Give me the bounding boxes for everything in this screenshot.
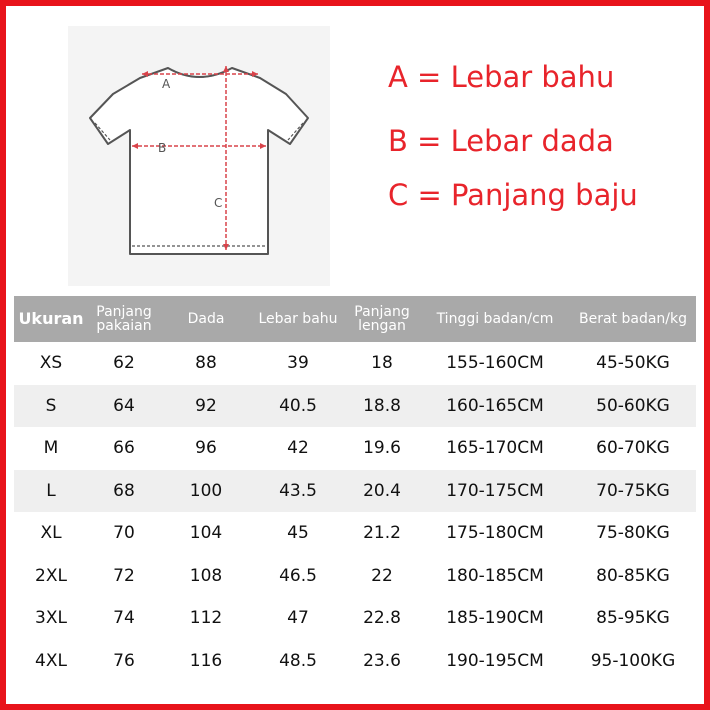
tshirt-outline xyxy=(90,68,308,254)
cell-length: 66 xyxy=(113,438,135,459)
cell-size: 3XL xyxy=(35,608,67,629)
cell-chest: 92 xyxy=(195,395,217,416)
cell-size: XL xyxy=(40,523,62,544)
cell-sleeve: 19.6 xyxy=(363,438,401,459)
header-shoulder: Lebar bahu xyxy=(258,311,338,327)
cell-height: 165-170CM xyxy=(446,438,544,459)
label-a: A xyxy=(162,77,171,91)
cell-weight: 85-95KG xyxy=(596,608,670,629)
size-chart-table xyxy=(14,296,696,682)
cell-shoulder: 46.5 xyxy=(279,565,317,586)
cell-sleeve: 23.6 xyxy=(363,650,401,671)
header-length: Panjang pakaian xyxy=(96,304,152,334)
legend-c: C = Panjang baju xyxy=(388,178,638,212)
header-chest: Dada xyxy=(187,311,225,327)
cell-chest: 108 xyxy=(189,565,223,586)
cell-shoulder: 42 xyxy=(287,438,309,459)
table-row xyxy=(14,597,696,640)
cell-chest: 88 xyxy=(195,353,217,374)
cell-size: M xyxy=(43,438,59,459)
cell-weight: 80-85KG xyxy=(596,565,670,586)
cell-weight: 75-80KG xyxy=(596,523,670,544)
cell-chest: 112 xyxy=(189,608,223,629)
cell-chest: 104 xyxy=(189,523,223,544)
cell-shoulder: 47 xyxy=(287,608,309,629)
table-row xyxy=(14,512,696,555)
cell-shoulder: 40.5 xyxy=(279,395,317,416)
cell-sleeve: 21.2 xyxy=(363,523,401,544)
cell-length: 64 xyxy=(113,395,135,416)
cell-size: XS xyxy=(39,353,63,374)
tshirt-illustration xyxy=(68,26,330,286)
table-row xyxy=(14,470,696,513)
cell-height: 185-190CM xyxy=(446,608,544,629)
cell-shoulder: 48.5 xyxy=(279,650,317,671)
cell-length: 70 xyxy=(113,523,135,544)
cell-weight: 60-70KG xyxy=(596,438,670,459)
label-b: B xyxy=(158,141,167,155)
cell-height: 175-180CM xyxy=(446,523,544,544)
cell-chest: 100 xyxy=(189,480,223,501)
header-sleeve: Panjang lengan xyxy=(354,304,410,334)
cell-weight: 50-60KG xyxy=(596,395,670,416)
cell-length: 72 xyxy=(113,565,135,586)
table-row xyxy=(14,427,696,470)
label-c: C xyxy=(214,196,223,210)
table-row xyxy=(14,342,696,385)
cell-chest: 116 xyxy=(189,650,223,671)
cell-weight: 45-50KG xyxy=(596,353,670,374)
cell-sleeve: 22.8 xyxy=(363,608,401,629)
cell-sleeve: 20.4 xyxy=(363,480,401,501)
cell-chest: 96 xyxy=(195,438,217,459)
cell-length: 76 xyxy=(113,650,135,671)
cell-shoulder: 45 xyxy=(287,523,309,544)
tshirt-diagram xyxy=(68,26,330,286)
cell-height: 170-175CM xyxy=(446,480,544,501)
cell-size: 4XL xyxy=(35,650,67,671)
cell-length: 62 xyxy=(113,353,135,374)
legend-a: A = Lebar bahu xyxy=(388,60,615,94)
header-weight: Berat badan/kg xyxy=(578,311,687,327)
table-row xyxy=(14,640,696,683)
cell-length: 68 xyxy=(113,480,135,501)
cell-height: 190-195CM xyxy=(446,650,544,671)
legend-b: B = Lebar dada xyxy=(388,124,614,158)
table-row xyxy=(14,385,696,428)
cell-height: 155-160CM xyxy=(446,353,544,374)
cell-sleeve: 18.8 xyxy=(363,395,401,416)
header-size: Ukuran xyxy=(18,309,84,328)
table-row xyxy=(14,555,696,598)
header-height: Tinggi badan/cm xyxy=(436,311,554,327)
cell-sleeve: 22 xyxy=(371,565,393,586)
cell-size: 2XL xyxy=(35,565,67,586)
cell-sleeve: 18 xyxy=(371,353,393,374)
cell-length: 74 xyxy=(113,608,135,629)
table-header xyxy=(14,296,696,342)
cell-weight: 95-100KG xyxy=(590,650,676,671)
cell-shoulder: 43.5 xyxy=(279,480,317,501)
cell-height: 180-185CM xyxy=(446,565,544,586)
cell-size: S xyxy=(45,395,57,416)
cell-size: L xyxy=(46,480,56,501)
cell-height: 160-165CM xyxy=(446,395,544,416)
cell-weight: 70-75KG xyxy=(596,480,670,501)
cell-shoulder: 39 xyxy=(287,353,309,374)
